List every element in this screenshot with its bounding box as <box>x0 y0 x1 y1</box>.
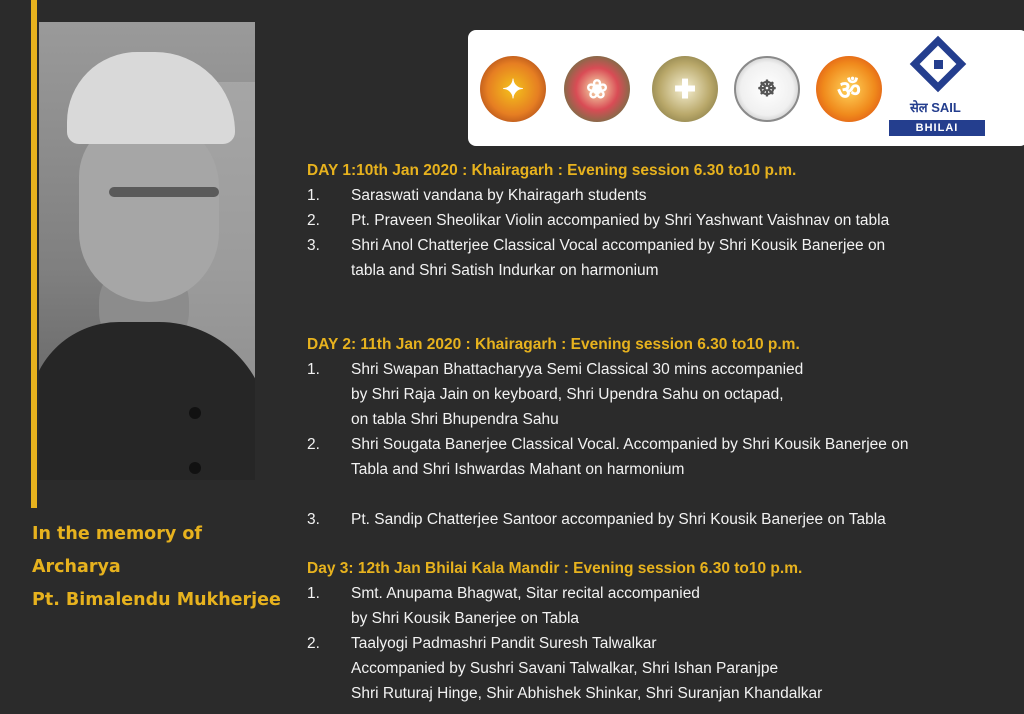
day1-item3-text-2: tabla and Shri Satish Indurkar on harmonium <box>351 262 659 279</box>
day2-item3-text: Pt. Sandip Chatterjee Santoor accompanied by Shri Kousik Banerjee on Tabla <box>351 511 886 528</box>
day3-item1-text-1: Smt. Anupama Bhagwat, Sitar recital accompanied <box>351 585 700 602</box>
day1-item2-text: Pt. Praveen Sheolikar Violin accompanied by Shri Yashwant Vaishnav on tabla <box>351 212 890 229</box>
day2-item1-text-2: by Shri Raja Jain on keyboard, Shri Upendra Sahu on octapad, <box>351 386 784 403</box>
sponsor-logos-banner <box>468 30 1024 146</box>
red-emblem-logo-icon: ॐ <box>816 56 882 122</box>
bhilai-logo-icon: ✦ <box>480 56 546 122</box>
portrait-photo <box>39 22 255 480</box>
day1-item3-text-1: Shri Anol Chatterjee Classical Vocal accompanied by Shri Kousik Banerjee on <box>351 237 886 254</box>
day1-item1-number: 1. <box>307 187 320 204</box>
day1-item2-number: 2. <box>307 212 320 229</box>
day1-item3-number: 3. <box>307 237 320 254</box>
memorial-line-3: Pt. Bimalendu Mukherjee <box>32 590 281 610</box>
music-university-logo-icon: ❀ <box>564 56 630 122</box>
day3-item2-number: 2. <box>307 635 320 652</box>
day2-heading: DAY 2: 11th Jan 2020 : Khairagarh : Evening session 6.30 to10 p.m. <box>307 336 800 353</box>
day2-item1-text-1: Shri Swapan Bhattacharyya Semi Classical 30 mins accompanied <box>351 361 804 378</box>
day2-item2-text-1: Shri Sougata Banerjee Classical Vocal. Accompanied by Shri Kousik Banerjee on <box>351 436 909 453</box>
day2-item3-number: 3. <box>307 511 320 528</box>
day3-heading: Day 3: 12th Jan Bhilai Kala Mandir : Evening session 6.30 to10 p.m. <box>307 560 803 577</box>
day2-item2-text-2: Tabla and Shri Ishwardas Mahant on harmonium <box>351 461 685 478</box>
day2-item1-number: 1. <box>307 361 320 378</box>
sail-logo-text: सेल SAIL <box>910 100 961 115</box>
day2-item2-number: 2. <box>307 436 320 453</box>
memorial-caption <box>32 518 281 617</box>
sail-bhilai-logo <box>888 40 988 140</box>
memorial-line-1: In the memory of <box>32 524 202 544</box>
govt-emblem-logo-icon: ☸ <box>734 56 800 122</box>
sail-logo-bhilai: BHILAI <box>889 120 985 136</box>
day1-heading: DAY 1:10th Jan 2020 : Khairagarh : Evening session 6.30 to10 p.m. <box>307 162 797 179</box>
sczcc-logo-icon: ✚ <box>652 56 718 122</box>
day3-item2-text-2: Accompanied by Sushri Savani Talwalkar, Shri Ishan Paranjpe <box>351 660 779 677</box>
day1-item1-text: Saraswati vandana by Khairagarh students <box>351 187 647 204</box>
day3-item1-number: 1. <box>307 585 320 602</box>
day3-item2-text-3: Shri Ruturaj Hinge, Shir Abhishek Shinkar, Shri Suranjan Khandalkar <box>351 685 823 702</box>
day3-item2-text-1: Taalyogi Padmashri Pandit Suresh Talwalkar <box>351 635 657 652</box>
accent-vertical-line <box>31 0 37 508</box>
day3-item1-text-2: by Shri Kousik Banerjee on Tabla <box>351 610 580 627</box>
day2-item1-text-3: on tabla Shri Bhupendra Sahu <box>351 411 559 428</box>
memorial-line-2: Archarya <box>32 557 121 577</box>
